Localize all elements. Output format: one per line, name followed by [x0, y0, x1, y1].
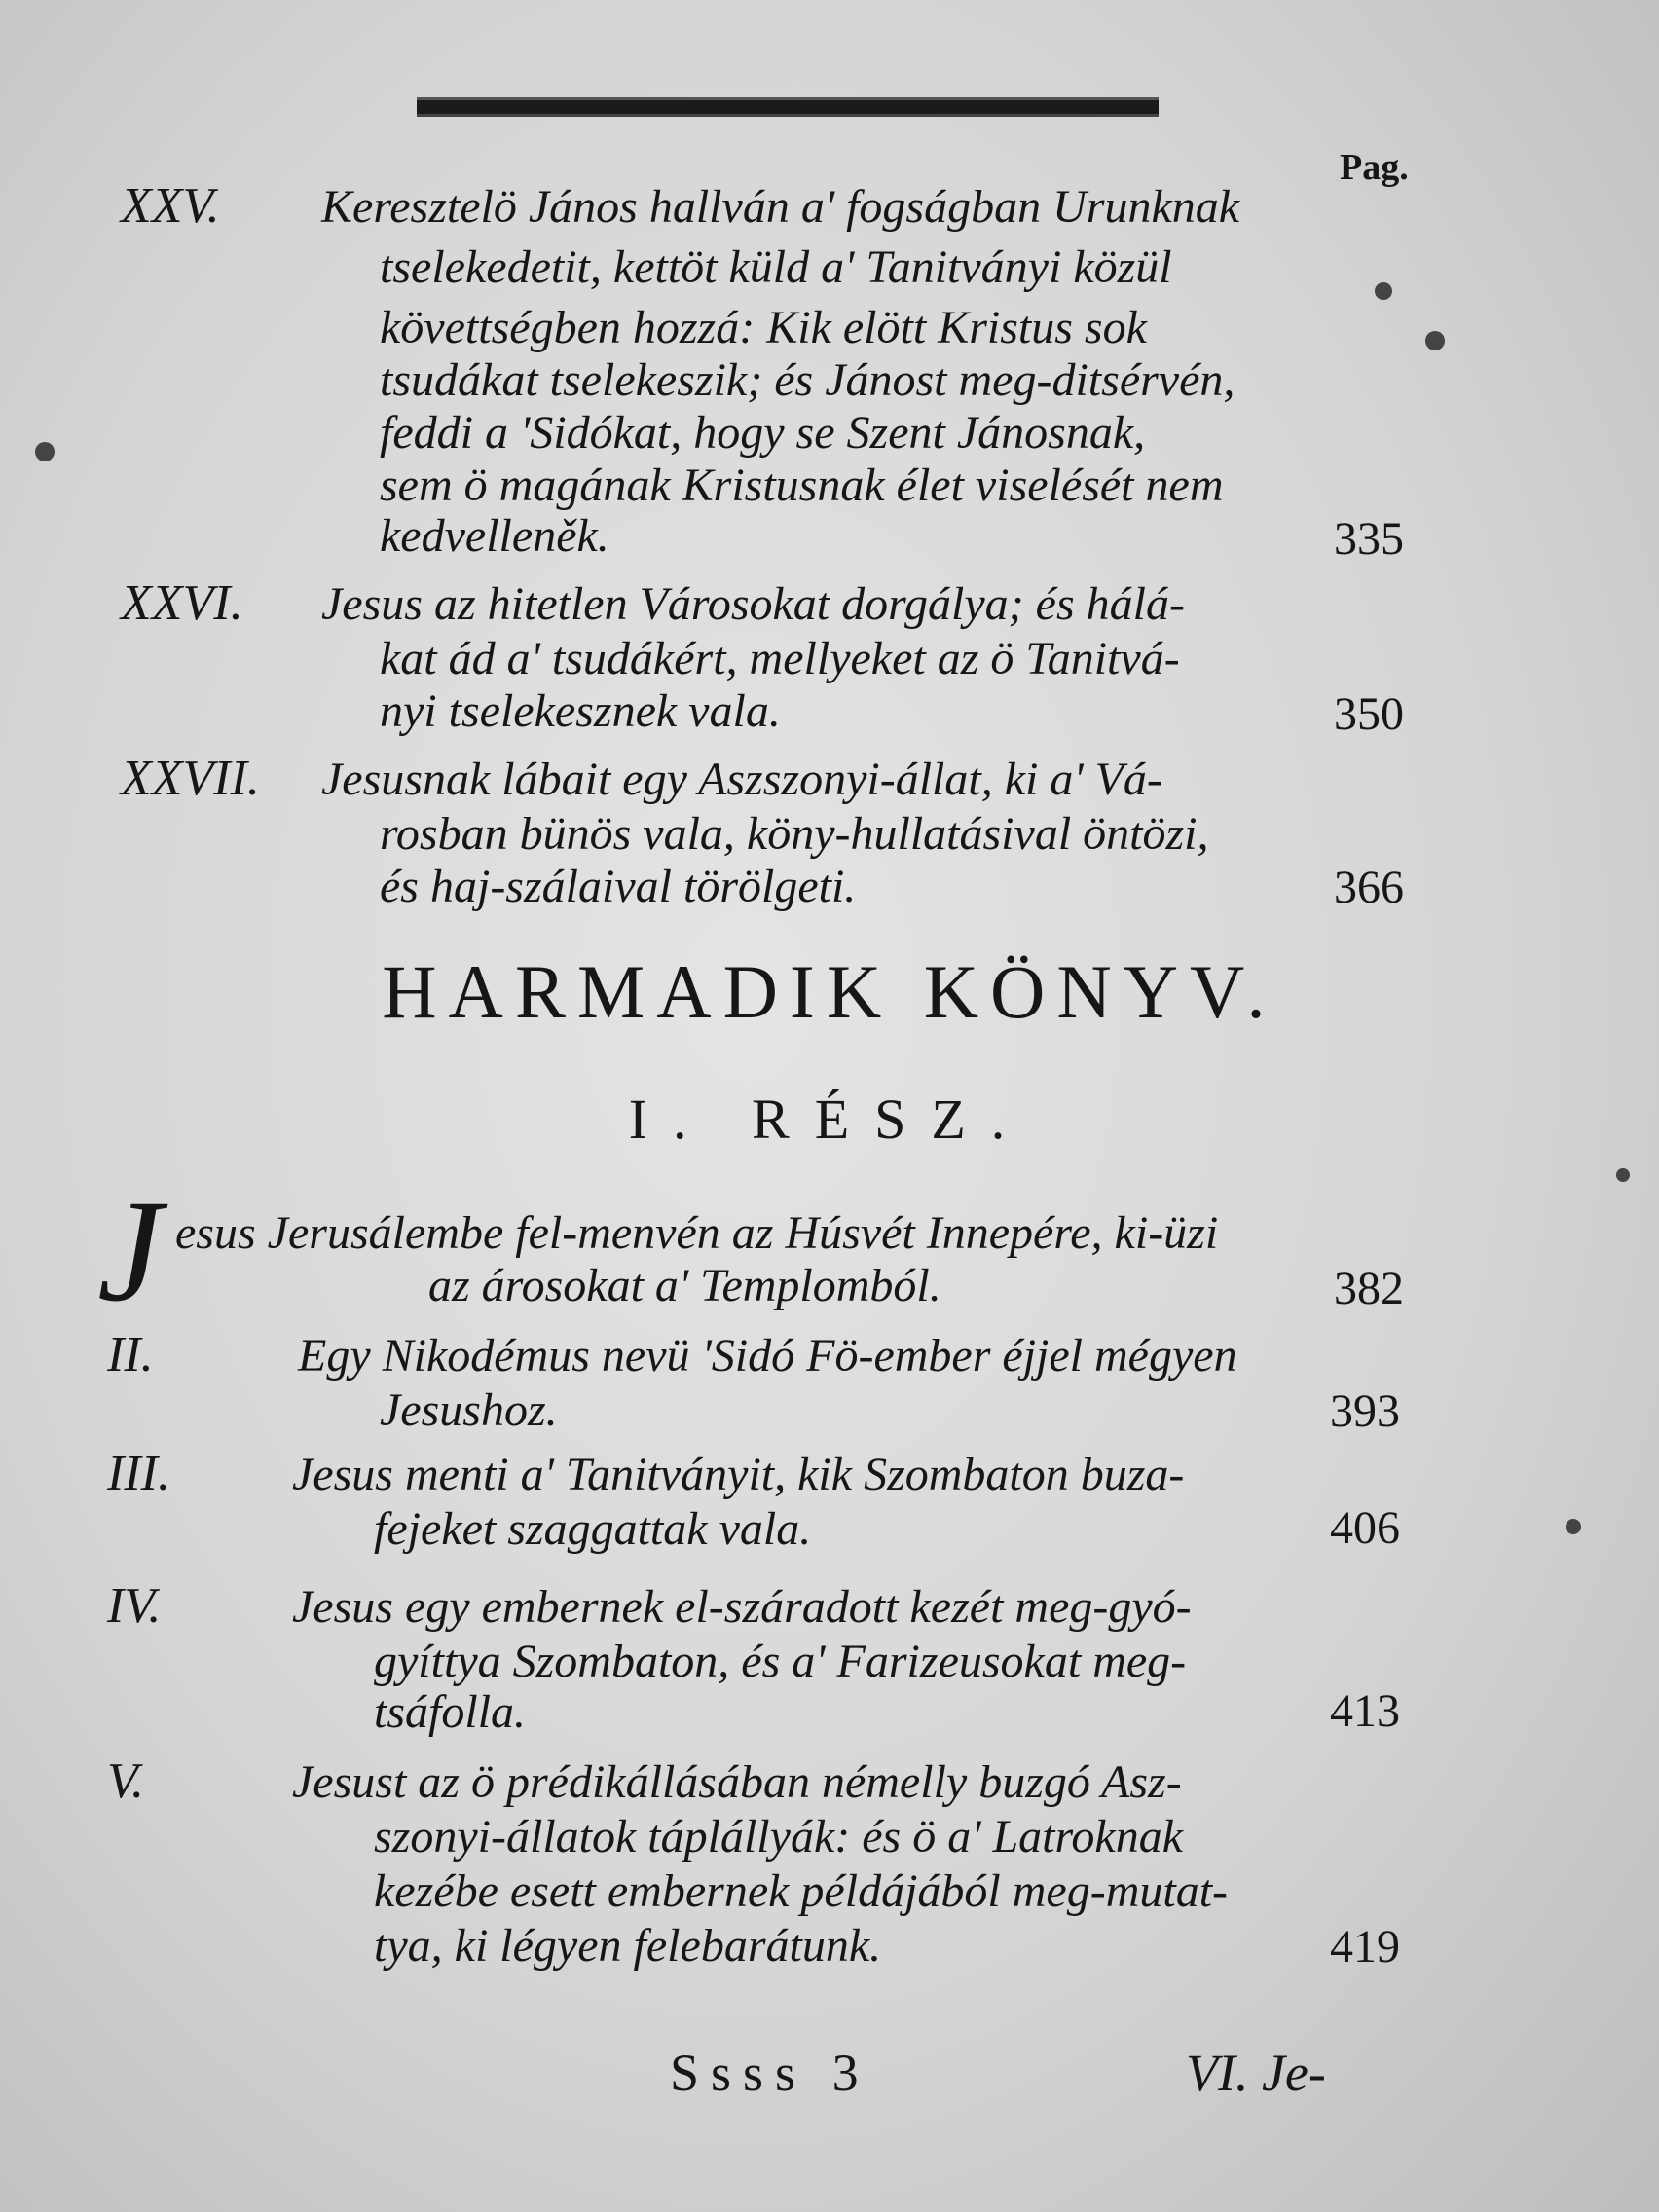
paper-speck [35, 442, 55, 461]
entry-line: Keresztelö János hallván a' fogságban Urunknak [321, 181, 1240, 233]
entry-number: II. [107, 1327, 154, 1382]
page-number: 350 [1334, 688, 1404, 740]
part-title: I. RÉSZ. [628, 1088, 1031, 1151]
header-rule [417, 97, 1159, 117]
page-number: 419 [1330, 1921, 1400, 1972]
catchword: VI. Je- [1186, 2044, 1326, 2102]
entry-line: az árosokat a' Templomból. [428, 1260, 941, 1311]
entry-line: követtségben hozzá: Kik elött Kristus sok [380, 302, 1147, 353]
entry-line: tsáfolla. [374, 1686, 527, 1738]
entry-line: Jesushoz. [380, 1384, 558, 1436]
entry-line: sem ö magának Kristusnak élet viselését nem [380, 460, 1224, 511]
paper-speck [1425, 331, 1445, 350]
entry-line: Jesusnak lábait egy Aszszonyi-állat, ki a' Vá- [321, 754, 1162, 805]
drop-cap: J [97, 1170, 163, 1332]
entry-number: III. [107, 1446, 170, 1501]
entry-line: rosban bünös vala, köny-hullatásival öntözi, [380, 808, 1209, 860]
entry-line: szonyi-állatok táplállyák: és ö a' Latroknak [374, 1811, 1184, 1862]
entry-line: Jesus az hitetlen Városokat dorgálya; és hálá- [321, 578, 1185, 630]
entry-line: tya, ki légyen felebarátunk. [374, 1920, 882, 1972]
entry-line: gyíttya Szombaton, és a' Farizeusokat meg- [374, 1636, 1187, 1687]
page-number: 393 [1330, 1385, 1400, 1437]
entry-line: Jesust az ö prédikállásában némelly buzgó Asz- [292, 1756, 1182, 1808]
entry-number: XXVI. [121, 575, 243, 631]
entry-line: Jesus egy embernek el-száradott kezét meg-gyó- [292, 1581, 1192, 1633]
signature-mark: Ssss 3 [670, 2044, 870, 2102]
entry-line: fejeket szaggattak vala. [374, 1503, 812, 1555]
entry-number: IV. [107, 1578, 162, 1634]
paper-speck [1566, 1519, 1581, 1534]
entry-line: kat ád a' tsudákért, mellyeket az ö Tanitvá- [380, 633, 1180, 684]
page-number: 366 [1334, 862, 1404, 913]
entry-number: XXVII. [121, 751, 260, 806]
paper-speck [1616, 1168, 1630, 1182]
entry-line: esus Jerusálembe fel-menvén az Húsvét Innepére, ki-üzi [175, 1207, 1219, 1259]
entry-line: nyi tselekesznek vala. [380, 685, 781, 737]
entry-line: és haj-szálaival törölgeti. [380, 861, 857, 912]
entry-line: feddi a 'Sidókat, hogy se Szent Jánosnak, [380, 407, 1146, 459]
pag-label: Pag. [1340, 147, 1409, 188]
entry-line: kezébe esett embernek példájából meg-mutat- [374, 1865, 1229, 1917]
page-number: 406 [1330, 1502, 1400, 1554]
entry-line: Jesus menti a' Tanitványit, kik Szombaton buza- [292, 1449, 1185, 1500]
page-number: 413 [1330, 1685, 1400, 1737]
entry-line: tsudákat tselekeszik; és Jánost meg-ditsérvén, [380, 354, 1235, 406]
paper-speck [1375, 282, 1392, 300]
entry-number: V. [107, 1753, 145, 1809]
page-number: 382 [1334, 1263, 1404, 1314]
entry-number: XXV. [121, 178, 220, 234]
entry-line: tselekedetit, kettöt küld a' Tanitványi közül [380, 241, 1172, 293]
page-number: 335 [1334, 513, 1404, 565]
book-title: HARMADIK KÖNYV. [382, 949, 1277, 1034]
entry-line: Egy Nikodémus nevü 'Sidó Fö-ember éjjel mégyen [298, 1330, 1237, 1382]
entry-line: kedvelleněk. [380, 510, 609, 562]
